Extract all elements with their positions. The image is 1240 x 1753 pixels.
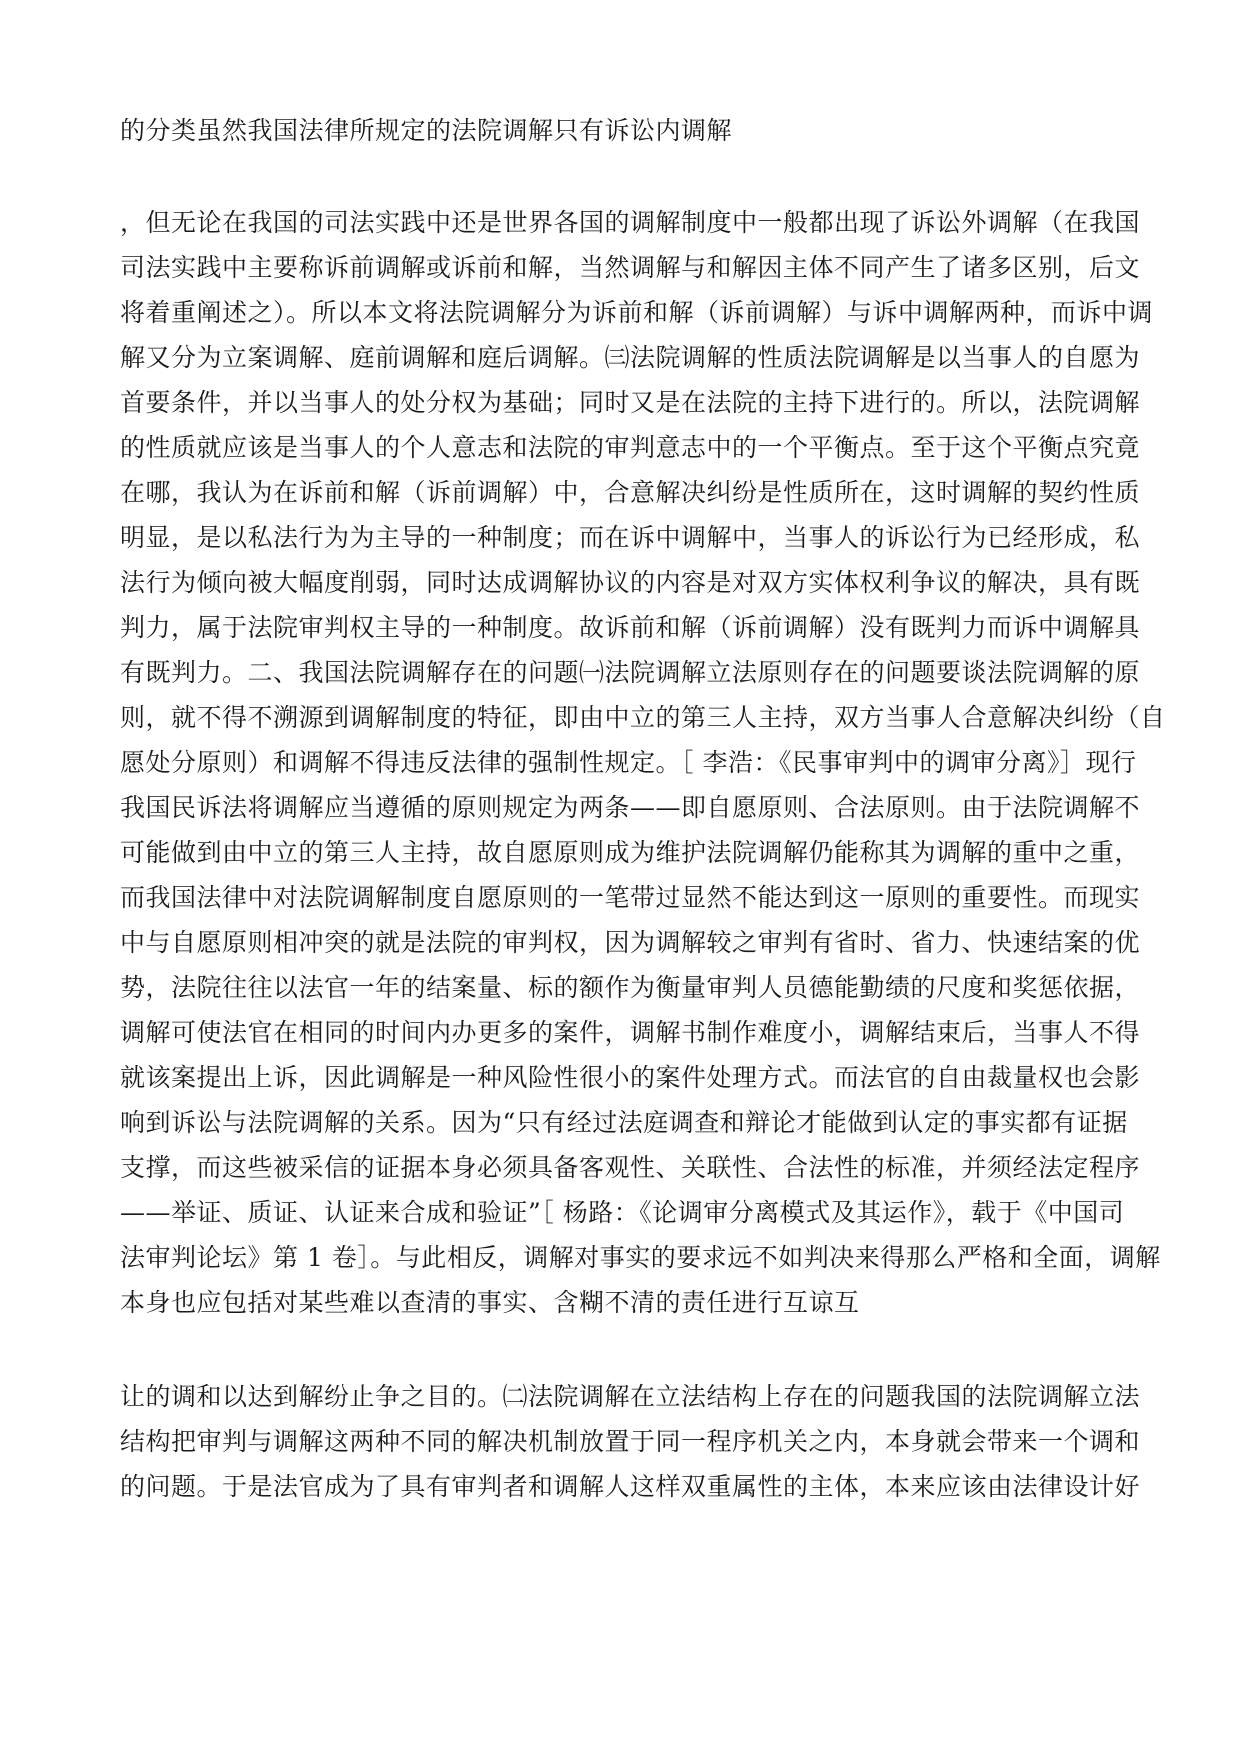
text-line: 将着重阐述之）。所以本文将法院调解分为诉前和解（诉前调解）与诉中调解两种，而诉中调 xyxy=(120,298,1154,327)
text-line: 法行为倾向被大幅度削弱，同时达成调解协议的内容是对双方实体权利争议的解决，具有既 xyxy=(120,568,1141,597)
text-line: 首要条件，并以当事人的处分权为基础；同时又是在法院的主持下进行的。所以，法院调解 xyxy=(120,388,1141,417)
text-line: 我国民诉法将调解应当遵循的原则规定为两条——即自愿原则、合法原则。由于法院调解不 xyxy=(120,793,1141,822)
text-line: 本身也应包括对某些难以查清的事实、含糊不清的责任进行互谅互 xyxy=(120,1288,860,1317)
text-line: 势，法院往往以法官一年的结案量、标的额作为衡量审判人员德能勤绩的尺度和奖惩依据， xyxy=(120,973,1141,1002)
text-line: 结构把审判与调解这两种不同的解决机制放置于同一程序机关之内，本身就会带来一个调和 xyxy=(120,1427,1141,1456)
text-line: 调解可使法官在相同的时间内办更多的案件，调解书制作难度小，调解结束后，当事人不得 xyxy=(120,1018,1141,1047)
text-line: 则，就不得不溯源到调解制度的特征，即由中立的第三人主持，双方当事人合意解决纠纷（自 xyxy=(120,703,1166,732)
text-line: 法审判论坛》第 1 卷］。与此相反，调解对事实的要求远不如判决来得那么严格和全面，调解 xyxy=(120,1243,1161,1272)
text-line: 可能做到由中立的第三人主持，故自愿原则成为维护法院调解仍能称其为调解的重中之重， xyxy=(120,838,1141,867)
text-line: ，但无论在我国的司法实践中还是世界各国的调解制度中一般都出现了诉讼外调解（在我国 xyxy=(120,208,1141,237)
text-line: 在哪，我认为在诉前和解（诉前调解）中，合意解决纠纷是性质所在，这时调解的契约性质 xyxy=(120,478,1141,507)
text-line: 响到诉讼与法院调解的关系。因为“只有经过法庭调查和辩论才能做到认定的事实都有证据 xyxy=(120,1108,1128,1137)
text-line: 司法实践中主要称诉前调解或诉前和解，当然调解与和解因主体不同产生了诸多区别，后文 xyxy=(120,253,1141,282)
text-line: 有既判力。二、我国法院调解存在的问题㈠法院调解立法原则存在的问题要谈法院调解的原 xyxy=(120,658,1141,687)
text-line: 解又分为立案调解、庭前调解和庭后调解。㈢法院调解的性质法院调解是以当事人的自愿为 xyxy=(120,343,1141,372)
text-line: 的问题。于是法官成为了具有审判者和调解人这样双重属性的主体，本来应该由法律设计好 xyxy=(120,1472,1141,1501)
text-line: ——举证、质证、认证来合成和验证”［ 杨路：《论调审分离模式及其运作》，载于《中国司 xyxy=(120,1198,1125,1227)
text-line: 中与自愿原则相冲突的就是法院的审判权，因为调解较之审判有省时、省力、快速结案的优 xyxy=(120,928,1141,957)
text-line: 判力，属于法院审判权主导的一种制度。故诉前和解（诉前调解）没有既判力而诉中调解具 xyxy=(120,613,1141,642)
text-line: 愿处分原则）和调解不得违反法律的强制性规定。［ 李浩：《民事审判中的调审分离》］现行 xyxy=(120,748,1137,777)
text-line: 支撑，而这些被采信的证据本身必须具备客观性、关联性、合法性的标准，并须经法定程序 xyxy=(120,1153,1141,1182)
text-line: 明显，是以私法行为为主导的一种制度；而在诉中调解中，当事人的诉讼行为已经形成，私 xyxy=(120,523,1141,552)
text-line: 而我国法律中对法院调解制度自愿原则的一笔带过显然不能达到这一原则的重要性。而现实 xyxy=(120,883,1141,912)
text-line: 让的调和以达到解纷止争之目的。㈡法院调解在立法结构上存在的问题我国的法院调解立法 xyxy=(120,1382,1141,1411)
text-line: 的分类虽然我国法律所规定的法院调解只有诉讼内调解 xyxy=(120,116,733,145)
text-line: 就该案提出上诉，因此调解是一种风险性很小的案件处理方式。而法官的自由裁量权也会影 xyxy=(120,1063,1141,1092)
text-line: 的性质就应该是当事人的个人意志和法院的审判意志中的一个平衡点。至于这个平衡点究竟 xyxy=(120,433,1141,462)
